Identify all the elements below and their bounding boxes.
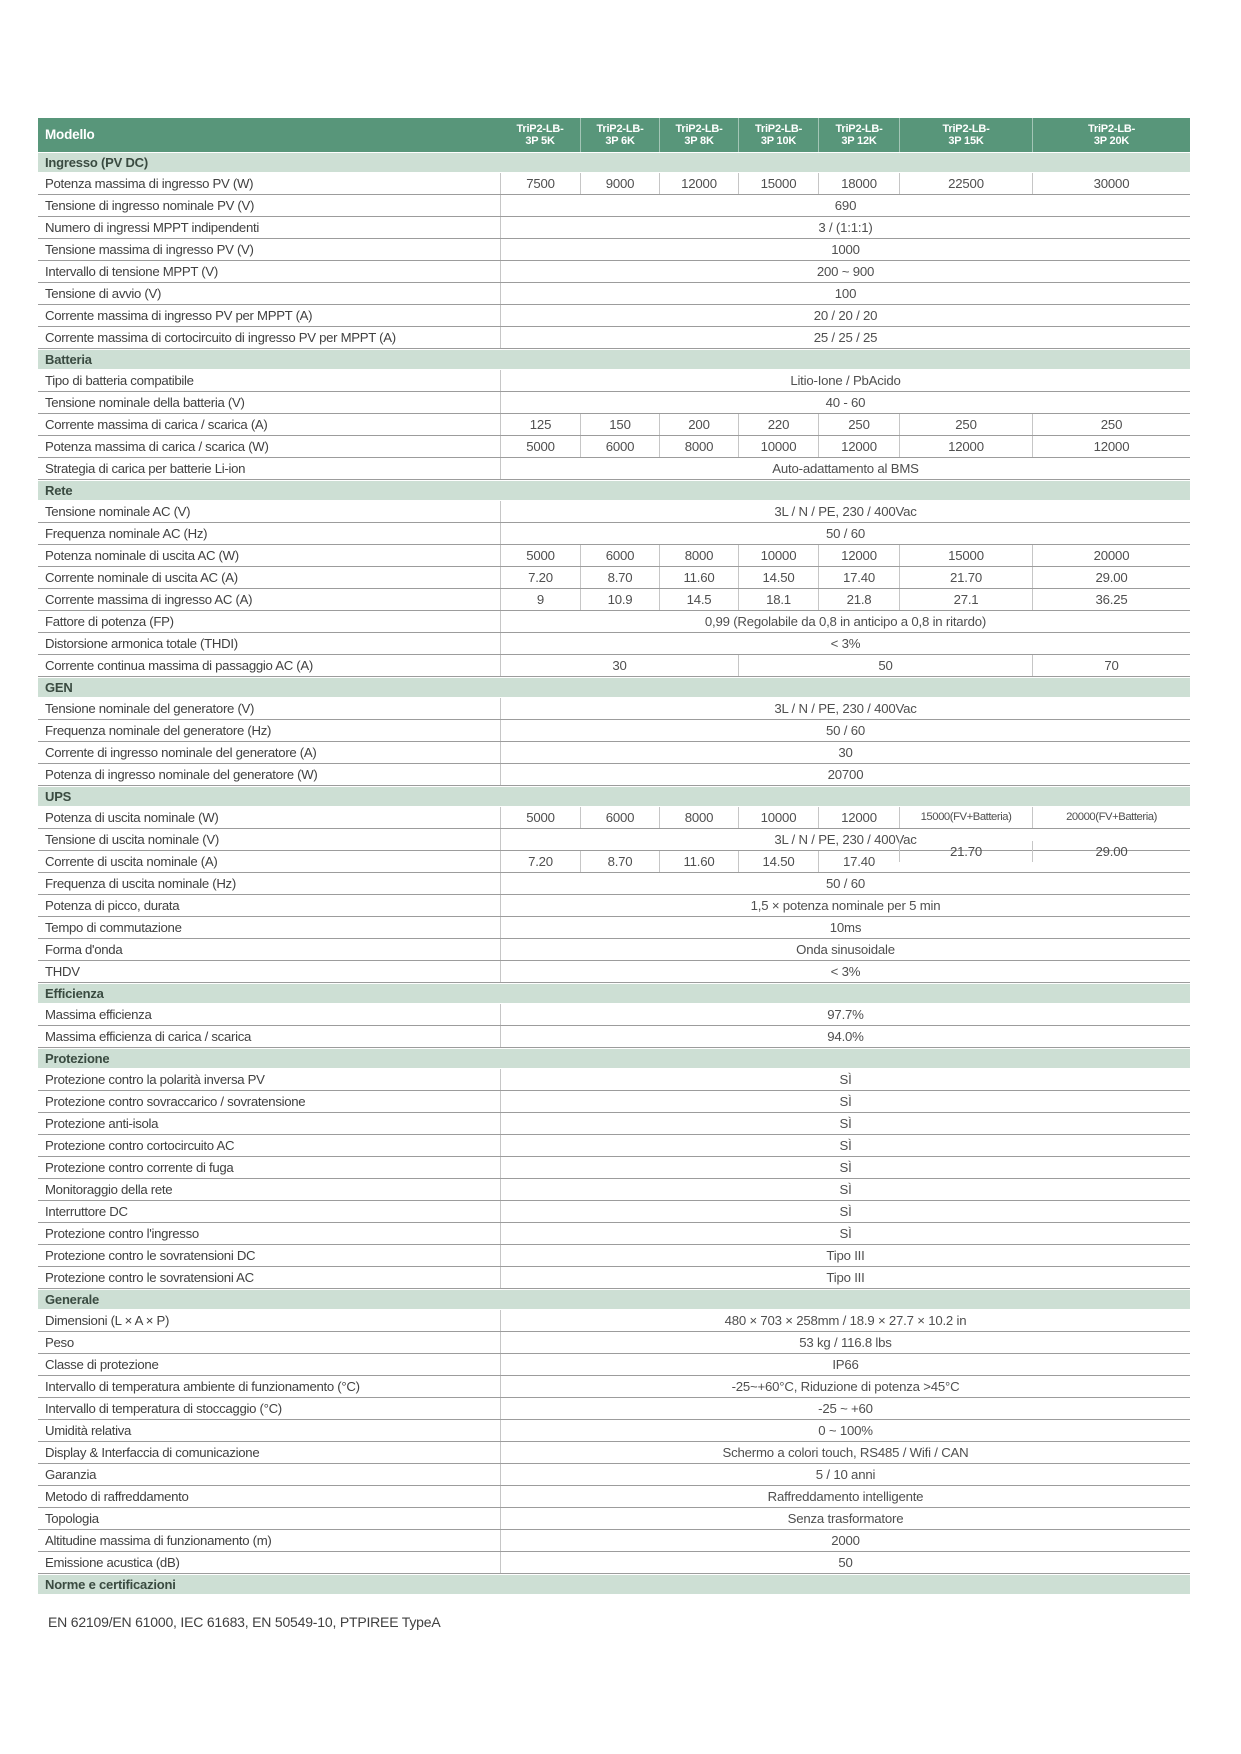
spec-row xyxy=(38,1091,1190,1113)
value-cell: 100 xyxy=(500,283,1190,304)
row-label: Display & Interfaccia di comunicazione xyxy=(45,1445,260,1460)
row-label: Tensione di uscita nominale (V) xyxy=(45,832,219,847)
row-label: Altitudine massima di funzionamento (m) xyxy=(45,1533,272,1548)
spec-row xyxy=(38,939,1190,961)
row-label: Corrente massima di ingresso AC (A) xyxy=(45,592,253,607)
row-label: Strategia di carica per batterie Li-ion xyxy=(45,461,246,476)
value-cell: 7.20 xyxy=(500,851,580,872)
value-cell: SÌ xyxy=(500,1069,1190,1090)
spec-row xyxy=(38,611,1190,633)
value-cell: 21.70 xyxy=(899,841,1032,862)
value-cell: SÌ xyxy=(500,1179,1190,1200)
value-cell: 20700 xyxy=(500,764,1190,785)
spec-row xyxy=(38,1004,1190,1026)
row-label: Potenza di uscita nominale (W) xyxy=(45,810,219,825)
row-label: Intervallo di temperatura ambiente di funzionamento (°C) xyxy=(45,1379,360,1394)
value-cell: 5000 xyxy=(500,436,580,457)
value-cell: 5 / 10 anni xyxy=(500,1464,1190,1485)
spec-row xyxy=(38,1310,1190,1332)
value-cell: 12000 xyxy=(818,545,899,566)
value-cell: 70 xyxy=(1032,655,1190,676)
section-band: Generale xyxy=(38,1290,1190,1309)
model-header-cell xyxy=(500,118,580,152)
row-label: Intervallo di temperatura di stoccaggio (°C) xyxy=(45,1401,282,1416)
model-name-line1: TriP2-LB- xyxy=(754,122,803,135)
section-band: GEN xyxy=(38,678,1190,697)
spec-row xyxy=(38,1464,1190,1486)
row-label: Potenza massima di ingresso PV (W) xyxy=(45,176,254,191)
row-label: Tipo di batteria compatibile xyxy=(45,373,194,388)
spec-row xyxy=(38,764,1190,786)
value-cell: Tipo III xyxy=(500,1267,1190,1288)
spec-row xyxy=(38,1332,1190,1354)
value-cell: 40 - 60 xyxy=(500,392,1190,413)
spec-row xyxy=(38,545,1190,567)
spec-row xyxy=(38,1245,1190,1267)
spec-row xyxy=(38,327,1190,349)
spec-row xyxy=(38,1026,1190,1048)
row-label: Potenza di picco, durata xyxy=(45,898,180,913)
value-cell: 25 / 25 / 25 xyxy=(500,327,1190,348)
spec-row xyxy=(38,261,1190,283)
model-column-header: Modello xyxy=(45,127,95,142)
value-cell: 18000 xyxy=(818,173,899,194)
spec-row xyxy=(38,195,1190,217)
row-label: Tensione nominale AC (V) xyxy=(45,504,191,519)
row-label: Protezione contro la polarità inversa PV xyxy=(45,1072,265,1087)
row-label: Distorsione armonica totale (THDI) xyxy=(45,636,238,651)
value-cell: Onda sinusoidale xyxy=(500,939,1190,960)
row-label: Corrente massima di carica / scarica (A) xyxy=(45,417,268,432)
row-label: THDV xyxy=(45,964,80,979)
row-label: Classe di protezione xyxy=(45,1357,159,1372)
value-cell: 6000 xyxy=(580,545,659,566)
value-cell: 3L / N / PE, 230 / 400Vac xyxy=(500,829,1190,850)
value-cell: 12000 xyxy=(899,436,1032,457)
model-header-cell xyxy=(818,118,899,152)
spec-row xyxy=(38,633,1190,655)
value-cell: 36.25 xyxy=(1032,589,1190,610)
value-cell: 17.40 xyxy=(818,567,899,588)
value-cell: 20000 xyxy=(1032,545,1190,566)
spec-row xyxy=(38,217,1190,239)
value-cell: 8000 xyxy=(659,545,738,566)
row-label: Massima efficienza di carica / scarica xyxy=(45,1029,252,1044)
value-cell: 0,99 (Regolabile da 0,8 in anticipo a 0,8 in ritardo) xyxy=(500,611,1190,632)
section-band: Batteria xyxy=(38,350,1190,369)
spec-row xyxy=(38,458,1190,480)
value-cell: -25~+60°C, Riduzione di potenza >45°C xyxy=(500,1376,1190,1397)
row-label: Tensione di ingresso nominale PV (V) xyxy=(45,198,255,213)
spec-row xyxy=(38,1508,1190,1530)
value-cell: 15000 xyxy=(899,545,1032,566)
value-cell: 200 xyxy=(659,414,738,435)
value-cell: 12000 xyxy=(818,436,899,457)
row-label: Protezione contro l'ingresso xyxy=(45,1226,199,1241)
row-label: Frequenza nominale AC (Hz) xyxy=(45,526,208,541)
spec-row xyxy=(38,414,1190,436)
spec-row xyxy=(38,698,1190,720)
spec-row xyxy=(38,655,1190,677)
value-cell: 10ms xyxy=(500,917,1190,938)
value-cell: 14.50 xyxy=(738,567,818,588)
value-cell: 22500 xyxy=(899,173,1032,194)
value-cell: 3L / N / PE, 230 / 400Vac xyxy=(500,698,1190,719)
spec-row xyxy=(38,1135,1190,1157)
row-label: Tensione di avvio (V) xyxy=(45,286,162,301)
value-cell: 30 xyxy=(500,742,1190,763)
spec-row xyxy=(38,523,1190,545)
value-cell: 11.60 xyxy=(659,851,738,872)
row-label: Potenza nominale di uscita AC (W) xyxy=(45,548,239,563)
row-label: Protezione contro le sovratensioni AC xyxy=(45,1270,254,1285)
row-label: Emissione acustica (dB) xyxy=(45,1555,180,1570)
model-name-line2: 3P 15K xyxy=(948,135,984,147)
value-cell: < 3% xyxy=(500,633,1190,654)
value-cell: 21.8 xyxy=(818,589,899,610)
value-cell: 50 / 60 xyxy=(500,523,1190,544)
value-cell: 8000 xyxy=(659,807,738,828)
value-cell: 6000 xyxy=(580,436,659,457)
model-name-line2: 3P 5K xyxy=(525,135,555,147)
value-cell: 12000 xyxy=(1032,436,1190,457)
value-cell: -25 ~ +60 xyxy=(500,1398,1190,1419)
row-label: Protezione contro corrente di fuga xyxy=(45,1160,234,1175)
value-cell: 12000 xyxy=(818,807,899,828)
section-band: Norme e certificazioni xyxy=(38,1575,1190,1594)
value-cell: 0 ~ 100% xyxy=(500,1420,1190,1441)
model-name-line1: TriP2-LB- xyxy=(596,122,644,135)
spec-row xyxy=(38,1113,1190,1135)
value-cell: 3 / (1:1:1) xyxy=(500,217,1190,238)
row-label: Corrente nominale di uscita AC (A) xyxy=(45,570,238,585)
row-label: Corrente massima di ingresso PV per MPPT (A) xyxy=(45,308,313,323)
value-cell: SÌ xyxy=(500,1157,1190,1178)
value-cell: < 3% xyxy=(500,961,1190,982)
value-cell: 50 / 60 xyxy=(500,873,1190,894)
row-label: Protezione contro cortocircuito AC xyxy=(45,1138,235,1153)
value-cell: 8000 xyxy=(659,436,738,457)
value-cell: Tipo III xyxy=(500,1245,1190,1266)
model-name-line2: 3P 20K xyxy=(1093,135,1130,147)
table-header-row xyxy=(38,118,1190,152)
row-label: Umidità relativa xyxy=(45,1423,132,1438)
spec-row xyxy=(38,1398,1190,1420)
value-cell: Auto-adattamento al BMS xyxy=(500,458,1190,479)
spec-row xyxy=(38,589,1190,611)
value-cell: 2000 xyxy=(500,1530,1190,1551)
value-cell: 9 xyxy=(500,589,580,610)
value-cell: 6000 xyxy=(580,807,659,828)
value-cell: 10000 xyxy=(738,807,818,828)
spec-row xyxy=(38,239,1190,261)
value-cell: 5000 xyxy=(500,545,580,566)
spec-row xyxy=(38,1530,1190,1552)
value-cell: 50 xyxy=(500,1552,1190,1573)
model-name-line1: TriP2-LB- xyxy=(942,122,990,135)
value-cell: 200 ~ 900 xyxy=(500,261,1190,282)
value-cell: 50 xyxy=(738,655,1032,676)
spec-row xyxy=(38,961,1190,983)
value-cell: 20000(FV+Batteria) xyxy=(1032,807,1190,828)
spec-row xyxy=(38,917,1190,939)
value-cell: 125 xyxy=(500,414,580,435)
spec-row xyxy=(38,1157,1190,1179)
value-cell: 1,5 × potenza nominale per 5 min xyxy=(500,895,1190,916)
value-cell: 12000 xyxy=(659,173,738,194)
value-cell: 150 xyxy=(580,414,659,435)
value-cell: 27.1 xyxy=(899,589,1032,610)
spec-row xyxy=(38,173,1190,195)
spec-row xyxy=(38,283,1190,305)
value-cell: 11.60 xyxy=(659,567,738,588)
row-label: Tensione massima di ingresso PV (V) xyxy=(45,242,254,257)
value-cell: 94.0% xyxy=(500,1026,1190,1047)
spec-row xyxy=(38,1420,1190,1442)
spec-row xyxy=(38,742,1190,764)
row-label: Peso xyxy=(45,1335,74,1350)
model-header-cell xyxy=(659,118,738,152)
value-cell: Schermo a colori touch, RS485 / Wifi / CAN xyxy=(500,1442,1190,1463)
value-cell: 53 kg / 116.8 lbs xyxy=(500,1332,1190,1353)
value-cell: 15000 xyxy=(738,173,818,194)
row-label: Tensione nominale della batteria (V) xyxy=(45,395,245,410)
spec-row xyxy=(38,1267,1190,1289)
value-cell: 250 xyxy=(899,414,1032,435)
spec-row xyxy=(38,844,1190,873)
value-cell: 14.50 xyxy=(738,851,818,872)
row-label: Tensione nominale del generatore (V) xyxy=(45,701,255,716)
value-cell: 480 × 703 × 258mm / 18.9 × 27.7 × 10.2 in xyxy=(500,1310,1190,1331)
value-cell: 14.5 xyxy=(659,589,738,610)
row-label: Protezione contro le sovratensioni DC xyxy=(45,1248,256,1263)
value-cell: 250 xyxy=(818,414,899,435)
model-header-cell xyxy=(580,118,659,152)
section-band: Efficienza xyxy=(38,984,1190,1003)
model-name-line1: TriP2-LB- xyxy=(516,122,564,135)
value-cell: 1000 xyxy=(500,239,1190,260)
value-cell: 29.00 xyxy=(1032,567,1190,588)
model-name-line1: TriP2-LB- xyxy=(1087,122,1136,135)
row-label: Dimensioni (L × A × P) xyxy=(45,1313,170,1328)
value-cell: 10.9 xyxy=(580,589,659,610)
value-cell: 250 xyxy=(1032,414,1190,435)
value-cell: 50 / 60 xyxy=(500,720,1190,741)
value-cell: 29.00 xyxy=(1032,841,1190,862)
value-cell: SÌ xyxy=(500,1135,1190,1156)
value-cell: IP66 xyxy=(500,1354,1190,1375)
row-label: Corrente di ingresso nominale del generatore (A) xyxy=(45,745,317,760)
section-band: Protezione xyxy=(38,1049,1190,1068)
model-header-cell xyxy=(899,118,1032,152)
value-cell: 20 / 20 / 20 xyxy=(500,305,1190,326)
spec-row xyxy=(38,370,1190,392)
row-label: Metodo di raffreddamento xyxy=(45,1489,189,1504)
model-header-cell xyxy=(1032,118,1190,152)
value-cell: 21.70 xyxy=(899,567,1032,588)
row-label: Corrente continua massima di passaggio AC (A) xyxy=(45,658,313,673)
section-band: UPS xyxy=(38,787,1190,806)
value-cell: Senza trasformatore xyxy=(500,1508,1190,1529)
row-label: Protezione anti-isola xyxy=(45,1116,159,1131)
value-cell: 690 xyxy=(500,195,1190,216)
row-label: Fattore di potenza (FP) xyxy=(45,614,174,629)
value-cell: 15000(FV+Batteria) xyxy=(899,807,1032,828)
spec-row xyxy=(38,1223,1190,1245)
model-name-line2: 3P 10K xyxy=(760,135,797,147)
row-label: Forma d'onda xyxy=(45,942,123,957)
spec-row xyxy=(38,1354,1190,1376)
row-label: Intervallo di tensione MPPT (V) xyxy=(45,264,218,279)
spec-row xyxy=(38,1201,1190,1223)
row-label: Protezione contro sovraccarico / sovratensione xyxy=(45,1094,306,1109)
value-cell: 97.7% xyxy=(500,1004,1190,1025)
model-name-line2: 3P 12K xyxy=(841,135,877,147)
row-label: Frequenza di uscita nominale (Hz) xyxy=(45,876,236,891)
value-cell: SÌ xyxy=(500,1223,1190,1244)
model-name-line1: TriP2-LB- xyxy=(675,122,723,135)
spec-row xyxy=(38,873,1190,895)
value-cell: 17.40 xyxy=(818,851,899,872)
row-label: Numero di ingressi MPPT indipendenti xyxy=(45,220,259,235)
value-cell: 18.1 xyxy=(738,589,818,610)
spec-row xyxy=(38,895,1190,917)
row-label: Tempo di commutazione xyxy=(45,920,182,935)
row-label: Garanzia xyxy=(45,1467,97,1482)
row-label: Frequenza nominale del generatore (Hz) xyxy=(45,723,272,738)
section-band: Ingresso (PV DC) xyxy=(38,153,1190,172)
value-cell: SÌ xyxy=(500,1091,1190,1112)
spec-row xyxy=(38,436,1190,458)
row-label: Corrente massima di cortocircuito di ingresso PV per MPPT (A) xyxy=(45,330,396,345)
row-label: Corrente di uscita nominale (A) xyxy=(45,854,218,869)
model-name-line2: 3P 8K xyxy=(684,135,714,147)
value-cell: 8.70 xyxy=(580,851,659,872)
value-cell: 30000 xyxy=(1032,173,1190,194)
value-cell: 30 xyxy=(500,655,738,676)
value-cell: 10000 xyxy=(738,545,818,566)
spec-row xyxy=(38,1179,1190,1201)
value-cell: 7500 xyxy=(500,173,580,194)
spec-table xyxy=(38,118,1190,1595)
value-cell: 5000 xyxy=(500,807,580,828)
spec-row xyxy=(38,305,1190,327)
model-name-line1: TriP2-LB- xyxy=(835,122,883,135)
value-cell: SÌ xyxy=(500,1113,1190,1134)
row-label: Monitoraggio della rete xyxy=(45,1182,173,1197)
value-cell: Raffreddamento intelligente xyxy=(500,1486,1190,1507)
certifications-note: EN 62109/EN 61000, IEC 61683, EN 50549-10, PTPIREE TypeA xyxy=(48,1614,441,1630)
value-cell: 3L / N / PE, 230 / 400Vac xyxy=(500,501,1190,522)
value-cell: 220 xyxy=(738,414,818,435)
value-cell: 9000 xyxy=(580,173,659,194)
spec-row xyxy=(38,501,1190,523)
row-label: Potenza di ingresso nominale del generatore (W) xyxy=(45,767,318,782)
value-cell: 8.70 xyxy=(580,567,659,588)
value-cell: 10000 xyxy=(738,436,818,457)
spec-row xyxy=(38,1552,1190,1574)
row-label: Topologia xyxy=(45,1511,99,1526)
value-cell: SÌ xyxy=(500,1201,1190,1222)
model-name-line2: 3P 6K xyxy=(605,135,635,147)
spec-row xyxy=(38,1442,1190,1464)
spec-table-body xyxy=(38,153,1190,1594)
spec-row xyxy=(38,720,1190,742)
spec-row xyxy=(38,807,1190,829)
section-band: Rete xyxy=(38,481,1190,500)
row-label: Interruttore DC xyxy=(45,1204,128,1219)
spec-row xyxy=(38,1486,1190,1508)
spec-row xyxy=(38,392,1190,414)
row-label: Potenza massima di carica / scarica (W) xyxy=(45,439,269,454)
spec-row xyxy=(38,1069,1190,1091)
spec-row xyxy=(38,567,1190,589)
model-header-cell xyxy=(738,118,818,152)
row-label: Massima efficienza xyxy=(45,1007,152,1022)
value-cell: 7.20 xyxy=(500,567,580,588)
value-cell: Litio-Ione / PbAcido xyxy=(500,370,1190,391)
spec-row xyxy=(38,1376,1190,1398)
